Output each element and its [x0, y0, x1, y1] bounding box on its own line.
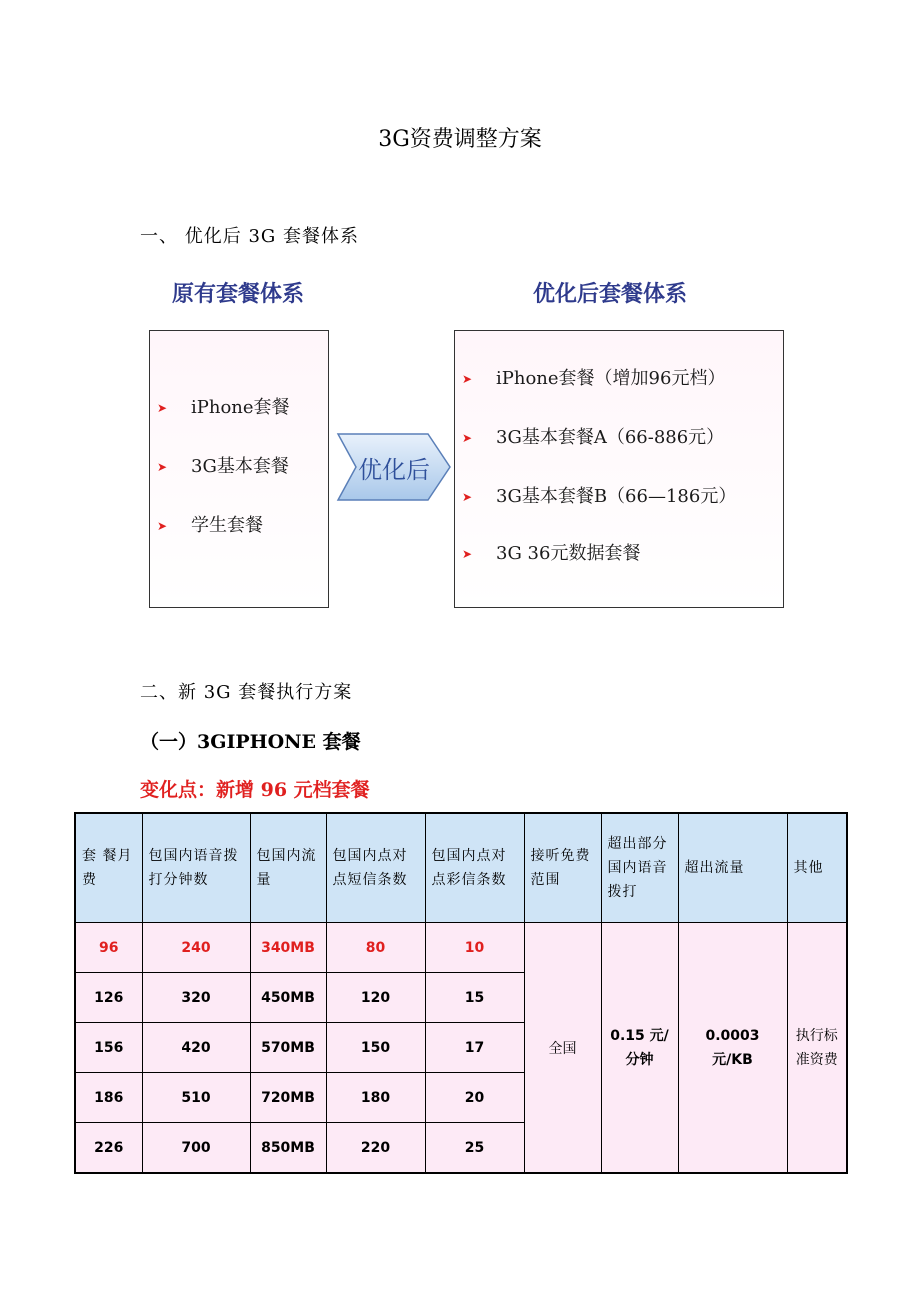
cell-over-data: 0.0003 元/KB	[678, 923, 787, 1174]
header-voice-minutes: 包国内语音拨打分钟数	[142, 813, 250, 923]
cell-fee: 186	[75, 1073, 142, 1123]
header-free-range: 接听免费范围	[524, 813, 601, 923]
cell-minutes: 420	[142, 1023, 250, 1073]
list-item: ➤ 3G基本套餐A（66-886元）	[462, 427, 725, 448]
arrow-bullet-icon: ➤	[462, 490, 473, 504]
cell-fee: 96	[75, 923, 142, 973]
page-title: 3G资费调整方案	[378, 127, 542, 152]
cell-data: 720MB	[250, 1073, 326, 1123]
arrow-bullet-icon: ➤	[157, 401, 168, 415]
header-other: 其他	[787, 813, 847, 923]
header-over-voice: 超出部分国内语音拨打	[601, 813, 678, 923]
cell-data: 570MB	[250, 1023, 326, 1073]
right-diagram-title: 优化后套餐体系	[533, 282, 688, 307]
iphone-package-table	[74, 812, 848, 1174]
cell-minutes: 700	[142, 1123, 250, 1174]
arrow-label: 优化后	[358, 456, 430, 484]
cell-data: 450MB	[250, 973, 326, 1023]
list-item: ➤ 学生套餐	[157, 515, 263, 536]
cell-fee: 156	[75, 1023, 142, 1073]
section-1-heading: 一、 优化后 3G 套餐体系	[140, 226, 359, 247]
list-item: ➤ iPhone套餐（增加96元档）	[462, 368, 726, 389]
header-mms: 包国内点对点彩信条数	[425, 813, 524, 923]
cell-free-range: 全国	[524, 923, 601, 1174]
header-data: 包国内流量	[250, 813, 326, 923]
arrow-bullet-icon: ➤	[157, 460, 168, 474]
original-package-box	[149, 330, 329, 608]
cell-sms: 120	[326, 973, 425, 1023]
cell-fee: 126	[75, 973, 142, 1023]
cell-over-voice: 0.15 元/分钟	[601, 923, 678, 1174]
subsection-heading: （一）3GIPHONE 套餐	[140, 731, 361, 753]
cell-minutes: 320	[142, 973, 250, 1023]
left-diagram-title: 原有套餐体系	[172, 282, 305, 307]
cell-sms: 180	[326, 1073, 425, 1123]
cell-mms: 17	[425, 1023, 524, 1073]
cell-mms: 25	[425, 1123, 524, 1174]
section-2-heading: 二、新 3G 套餐执行方案	[140, 682, 353, 703]
table-header-row	[75, 813, 847, 923]
arrow-bullet-icon: ➤	[462, 372, 473, 386]
arrow-bullet-icon: ➤	[462, 547, 473, 561]
cell-fee: 226	[75, 1123, 142, 1174]
list-item: ➤ iPhone套餐	[157, 397, 290, 418]
cell-sms: 150	[326, 1023, 425, 1073]
header-monthly-fee: 套 餐月费	[75, 813, 142, 923]
list-item: ➤ 3G 36元数据套餐	[462, 543, 641, 564]
cell-mms: 15	[425, 973, 524, 1023]
cell-minutes: 240	[142, 923, 250, 973]
optimized-package-box	[454, 330, 784, 608]
cell-mms: 10	[425, 923, 524, 973]
cell-other: 执行标准资费	[787, 923, 847, 1174]
table-row	[75, 923, 847, 973]
cell-data: 340MB	[250, 923, 326, 973]
arrow-bullet-icon: ➤	[157, 519, 168, 533]
cell-minutes: 510	[142, 1073, 250, 1123]
cell-sms: 220	[326, 1123, 425, 1174]
list-item: ➤ 3G基本套餐	[157, 456, 289, 477]
change-point: 变化点：新增 96 元档套餐	[140, 779, 370, 801]
header-over-data: 超出流量	[678, 813, 787, 923]
cell-data: 850MB	[250, 1123, 326, 1174]
arrow-bullet-icon: ➤	[462, 431, 473, 445]
cell-mms: 20	[425, 1073, 524, 1123]
list-item: ➤ 3G基本套餐B（66—186元）	[462, 486, 737, 507]
cell-sms: 80	[326, 923, 425, 973]
header-sms: 包国内点对点短信条数	[326, 813, 425, 923]
